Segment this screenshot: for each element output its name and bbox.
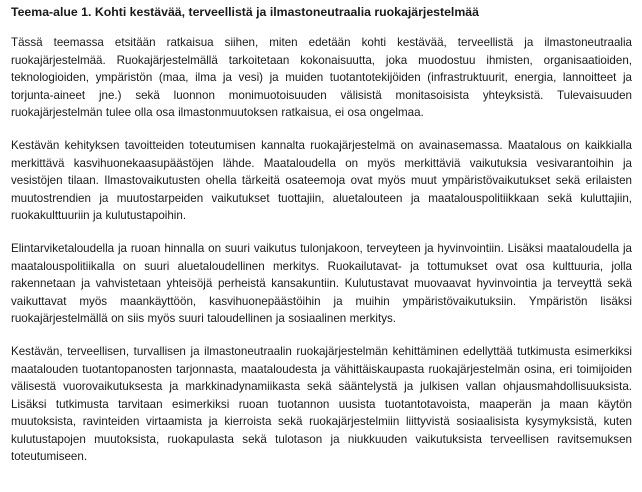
paragraph-economy: Elintarviketaloudella ja ruoan hinnalla on suuri vaikutus tulonjakoon, terveyteen ja hyvinvointiin. Lisäksi maataloudella ja maatalouspolitiikalla on suuri aluetaloudellinen merkitys. Ruokailutavat- ja tottumukset ovat osa kulttuuria, jolla rakennetaan ja vahvistetaan yhteisöjä perheistä kansakuntiin. Kulutustavat muovaavat hyvinvointia ja terveyttä sekä vaikuttavat myös maankäyttöön, kasvihuonepäästöihin ja muihin ympäristövaikutuksiin. Ympäristön lisäksi ruokajärjestelmällä on siis myös suuri taloudellinen ja sosiaalinen merkitys. [11, 241, 632, 326]
paragraph-definition: Tässä teemassa etsitään ratkaisua siihen, miten edetään kohti kestävää, terveellistä ja ilmastoneutraalia ruokajärjestelmää. Ruokajärjestelmällä tarkoitetaan kokonaisuutta, joka muodostuu ihmisten, organisaatioiden, teknologioiden, ympäristön (maa, ilma ja vesi) ja muiden tuotantotekijöiden (infrastruktuurit, energia, lannoitteet ja torjunta-aineet jne.) sekä luonnon monimuotoisuuden välisistä monitasoisista yhteyksistä. Tulevaisuuden ruokajärjestelmän tulee olla osa ilmastonmuutoksen ratkaisua, ei osa ongelmaa. [11, 36, 632, 120]
document-body [11, 34, 632, 466]
paragraph-sustainability: Kestävän kehityksen tavoitteiden toteutumisen kannalta ruokajärjestelmä on avainasemassa. Maatalous on kaikkialla merkittävä kasvihuonekaasupäästöjen lähde. Maataloudella on myös merkittäviä vaikutuksia vesivarantoihin ja vesistöjen tilaan. Ilmastovaikutusten ohella tärkeitä osateemoja ovat myös muut ympäristövaikutukset sekä erilaisten muutostrendien ja muutostarpeiden vaikutukset tuottajiin, aluetalouteen ja maatalouspolitiikkaan sekä kuluttajiin, ruokakulttuuriin ja kulutustapoihin. [11, 138, 632, 223]
document-title: Teema-alue 1. Kohti kestävää, terveellistä ja ilmastoneutraalia ruokajärjestelmää [11, 5, 479, 19]
paragraph-research-needs: Kestävän, terveellisen, turvallisen ja ilmastoneutraalin ruokajärjestelmän kehittäminen edellyttää tutkimusta esimerkiksi maatalouden tuotantopanosten tarjonnasta, maataloudesta ja vähittäiskaupasta ruokajärjestelmän osina, eri toimijoiden välisestä vuorovaikutuksesta ja markkinadynamiikasta sekä sääntelystä ja julkisen vallan ohjausmahdollisuuksista. Lisäksi tutkimusta tarvitaan esimerkiksi ruoan tuotannon uusista tuotantotavoista, maaperän ja maan käytön muutoksista, ravinteiden virtaamista ja kierroista sekä ruokajärjestelmiin liittyvistä sosiaalisista kysymyksistä, kuten kulutustapojen muutoksista, ruokapulasta sekä tulotason ja niukkuuden vaikutuksista terveellisen ravitsemuksen toteutumiseen. [11, 344, 632, 464]
